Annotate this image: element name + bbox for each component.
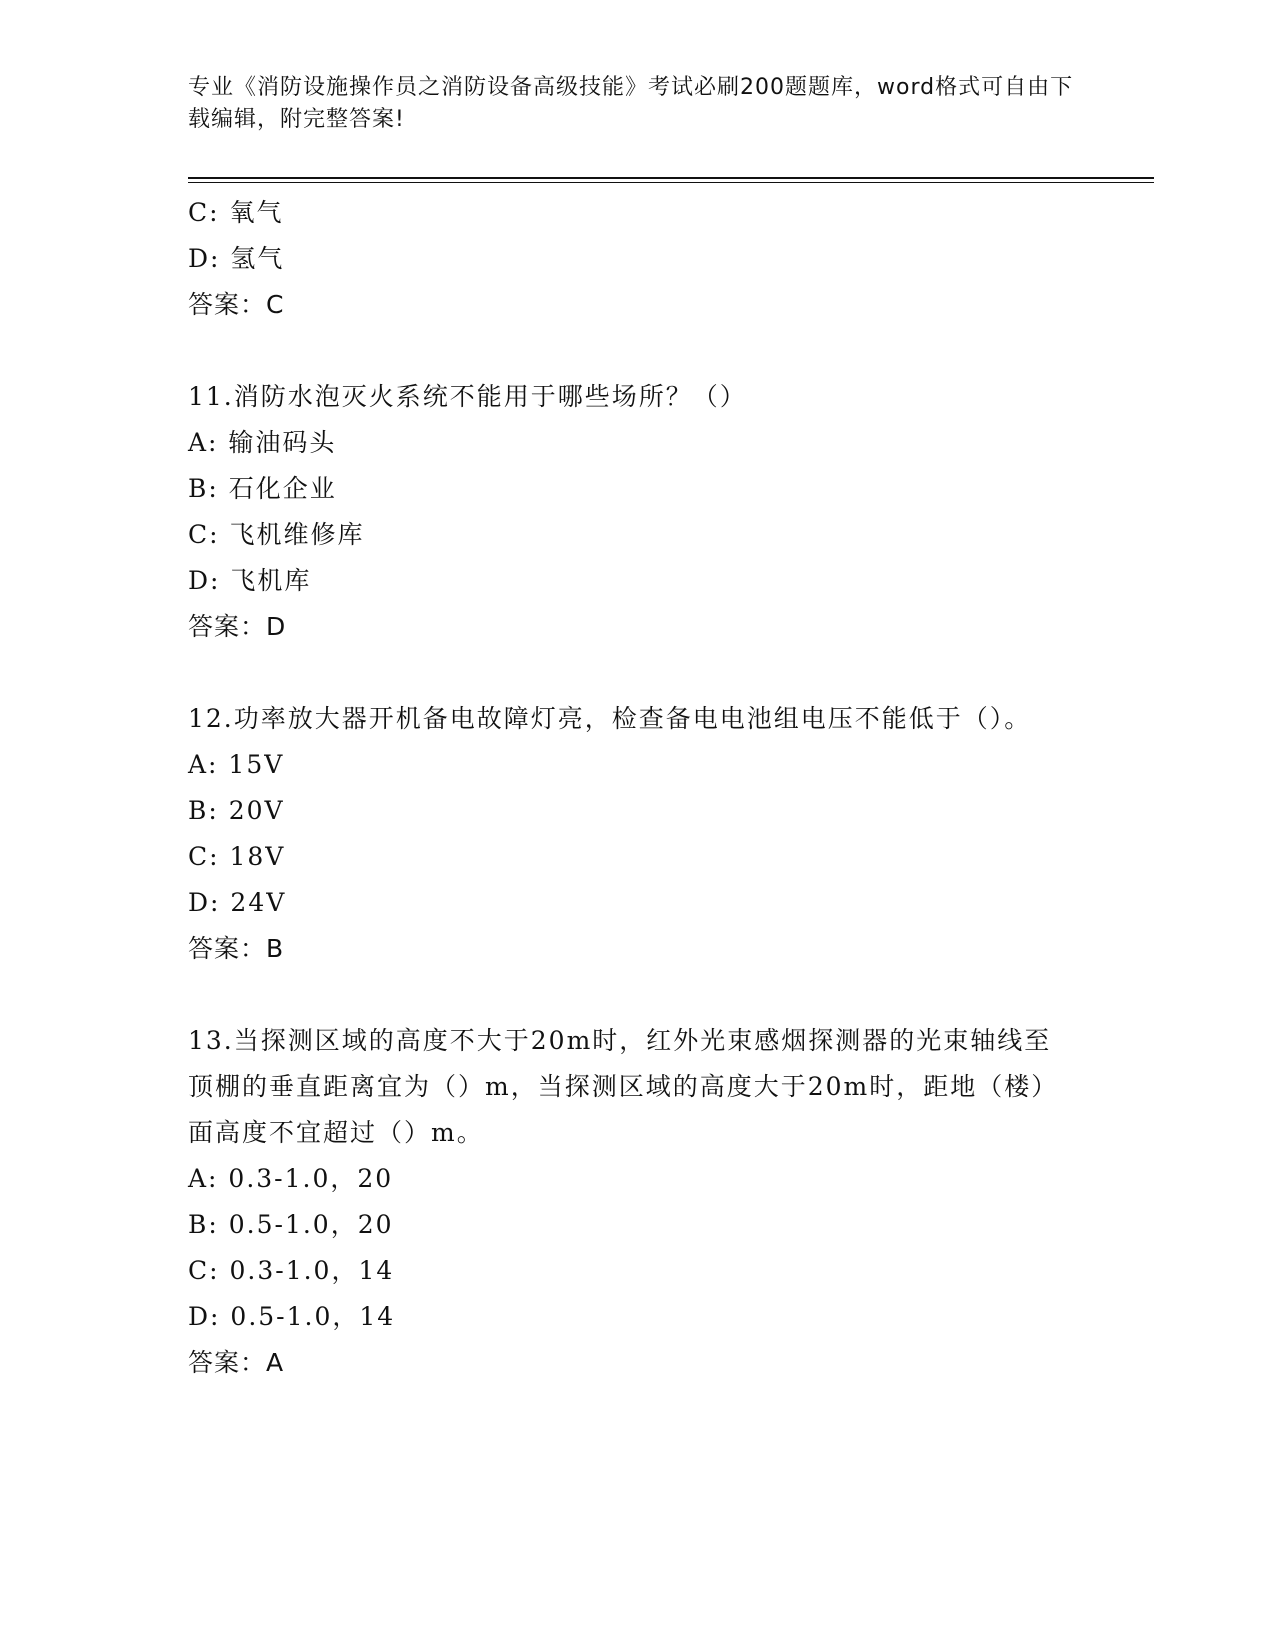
answer-label: 答案：D: [188, 612, 287, 641]
answer-label: 答案：C: [188, 290, 285, 319]
spacer: [188, 972, 1088, 1018]
option-a: A: 输油码头: [188, 428, 337, 457]
question-13: [188, 1018, 1088, 1386]
option-a: A: 0.3-1.0，20: [188, 1164, 394, 1193]
spacer: [188, 650, 1088, 696]
option-c: C: 18V: [188, 842, 286, 871]
option-b: B: 20V: [188, 796, 285, 825]
option-c: C: 氧气: [188, 198, 284, 227]
answer-label: 答案：A: [188, 1348, 285, 1377]
option-b: B: 0.5-1.0，20: [188, 1210, 394, 1239]
answer-label: 答案：B: [188, 934, 285, 963]
option-d: D: 0.5-1.0，14: [188, 1302, 396, 1331]
option-a: A: 15V: [188, 750, 285, 779]
header-rule-thick: [188, 177, 1154, 179]
option-b: B: 石化企业: [188, 474, 337, 503]
option-d: D: 飞机库: [188, 566, 312, 595]
spacer: [188, 328, 1088, 374]
question-text: 11.消防水泡灭火系统不能用于哪些场所？（）: [188, 382, 747, 411]
question-list: [188, 190, 1088, 1386]
question-12: [188, 696, 1088, 972]
question-text: 12.功率放大器开机备电故障灯亮，检查备电电池组电压不能低于（）。: [188, 704, 1032, 733]
option-c: C: 飞机维修库: [188, 520, 365, 549]
header-title: 专业《消防设施操作员之消防设备高级技能》考试必刷200题题库，word格式可自由下载编辑，附完整答案!: [188, 75, 1074, 132]
question-10-tail: [188, 190, 1088, 328]
option-d: D: 氢气: [188, 244, 285, 273]
option-d: D: 24V: [188, 888, 287, 917]
document-header: [188, 72, 1088, 136]
header-rule-thin: [188, 182, 1154, 183]
option-c: C: 0.3-1.0，14: [188, 1256, 395, 1285]
question-text: 13.当探测区域的高度不大于20m时，红外光束感烟探测器的光束轴线至顶棚的垂直距离宜为（）m，当探测区域的高度大于20m时，距地（楼）面高度不宜超过（）m。: [188, 1026, 1059, 1147]
question-11: [188, 374, 1088, 650]
